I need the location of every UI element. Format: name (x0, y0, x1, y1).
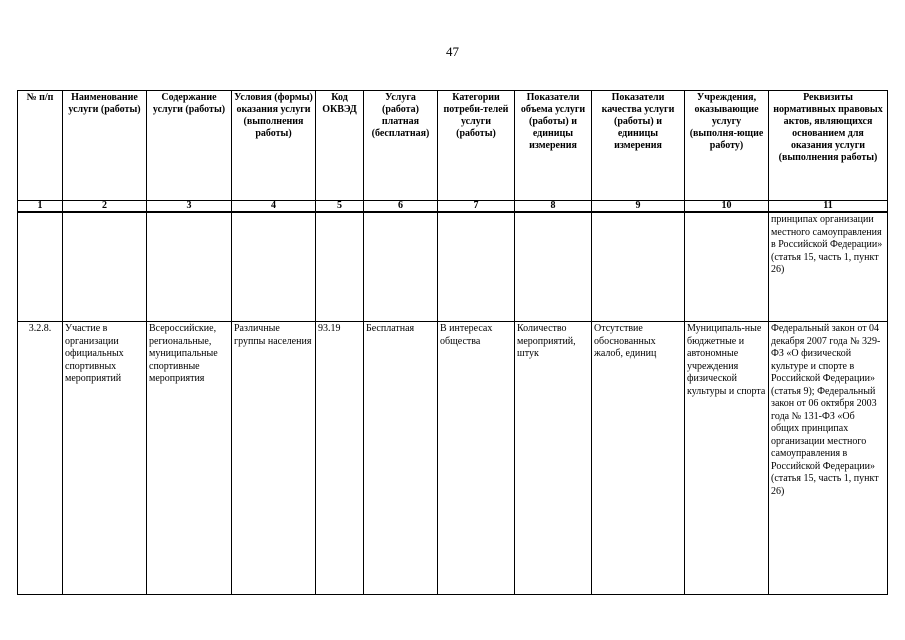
row-number-cell: 3.2.8. (18, 322, 63, 595)
table-cell (63, 212, 147, 322)
volume-indicator-cell: Количество мероприятий, штук (515, 322, 592, 595)
service-content-cell: Всероссийские, региональные, муниципальные спортивные мероприятия (147, 322, 232, 595)
column-number: 2 (63, 201, 147, 213)
legal-acts-cell: Федеральный закон от 04 декабря 2007 года № 329-ФЗ «О физической культуре и спорте в Российской Федерации» (статья 9); Федеральный закон от 06 октября 2003 года № 131-ФЗ «Об общих принципах организации местного самоуправления в Российской Федерации» (статья 15, часть 1, пункт 26) (769, 322, 888, 595)
table-cell (592, 212, 685, 322)
header-cell-legal-acts: Реквизиты нормативных правовых актов, являющихся основанием для оказания услуги (выполнения работы) (769, 91, 888, 201)
header-cell-consumer-categories: Категории потреби-телей услуги (работы) (438, 91, 515, 201)
conditions-cell: Различные группы населения (232, 322, 316, 595)
column-number: 6 (364, 201, 438, 213)
column-number: 1 (18, 201, 63, 213)
legal-acts-continuation-cell: принципах организации местного самоуправления в Российской Федерации» (статья 15, часть 1, пункт 26) (769, 212, 888, 322)
header-row (18, 91, 888, 201)
table-cell (316, 212, 364, 322)
header-cell-paid-free: Услуга (работа) платная (бесплатная) (364, 91, 438, 201)
header-cell-institutions: Учреждения, оказывающие услугу (выполня-ющие работу) (685, 91, 769, 201)
table-cell (18, 212, 63, 322)
column-number-row (18, 201, 888, 213)
header-cell-volume-indicators: Показатели объема услуги (работы) и единицы измерения (515, 91, 592, 201)
paid-free-cell: Бесплатная (364, 322, 438, 595)
header-cell-quality-indicators: Показатели качества услуги (работы) и единицы измерения (592, 91, 685, 201)
service-name-cell: Участие в организации официальных спортивных мероприятий (63, 322, 147, 595)
consumer-category-cell: В интересах общества (438, 322, 515, 595)
column-number: 3 (147, 201, 232, 213)
column-number: 9 (592, 201, 685, 213)
table-row (18, 322, 888, 595)
column-number: 4 (232, 201, 316, 213)
quality-indicator-cell: Отсутствие обоснованных жалоб, единиц (592, 322, 685, 595)
table-cell (438, 212, 515, 322)
institutions-cell: Муниципаль-ные бюджетные и автономные учреждения физической культуры и спорта (685, 322, 769, 595)
page-number: 47 (446, 44, 459, 59)
table-cell (685, 212, 769, 322)
column-number: 11 (769, 201, 888, 213)
table-cell (364, 212, 438, 322)
header-cell-service-name: Наименование услуги (работы) (63, 91, 147, 201)
table-cell (147, 212, 232, 322)
column-number: 8 (515, 201, 592, 213)
header-cell-conditions: Условия (формы) оказания услуги (выполнения работы) (232, 91, 316, 201)
column-number: 5 (316, 201, 364, 213)
services-registry-table (17, 90, 888, 595)
column-number: 10 (685, 201, 769, 213)
continuation-row (18, 212, 888, 322)
table-cell (515, 212, 592, 322)
header-cell-number: № п/п (18, 91, 63, 201)
header-cell-okved-code: Код ОКВЭД (316, 91, 364, 201)
header-cell-service-content: Содержание услуги (работы) (147, 91, 232, 201)
table-cell (232, 212, 316, 322)
column-number: 7 (438, 201, 515, 213)
okved-code-cell: 93.19 (316, 322, 364, 595)
